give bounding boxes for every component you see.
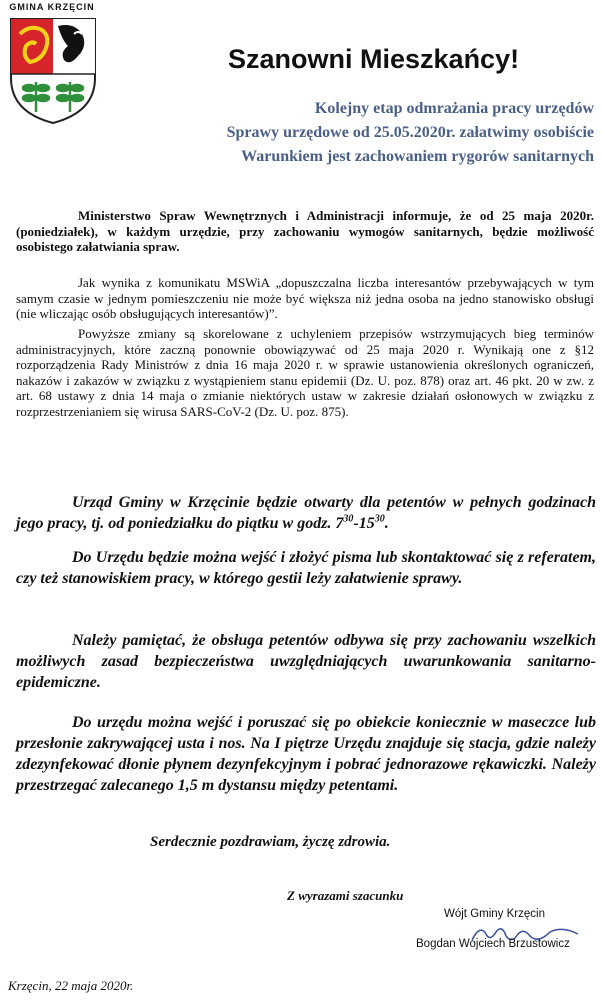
place-and-date: Krzęcin, 22 maja 2020r.: [8, 978, 134, 993]
paragraph-office-hours: [16, 492, 596, 534]
closing-greeting: Serdecznie pozdrawiam, życzę zdrowia.: [150, 834, 391, 850]
paragraph-mswia-quote: Jak wynika z komunikatu MSWiA „dopuszczalna liczba interesantów przebywających w tym samym czasie w jednym pomieszczeniu nie może być większa niż jedna osoba na jedno stanowisko obsługi (nie wliczając osób obsługujących interesantów)”.: [16, 275, 594, 321]
subheading-3: Warunkiem jest zachowaniem rygorów sanitarnych: [241, 148, 594, 165]
coat-of-arms-icon: [8, 16, 98, 126]
paragraph-safety-rules: Należy pamiętać, że obsługa petentów odbywa się przy zachowaniu wszelkich możliwych zasad bezpieczeństwa uwzględniających uwarunkowania sanitarno-epidemiczne.: [16, 632, 596, 691]
intro-paragraph: Ministerstwo Spraw Wewnętrznych i Administracji informuje, że od 25 maja 2020r. (poniedziałek), w każdym urzędzie, przy zachowaniu wymogów sanitarnych, będzie możliwość osobistego załatwiania spraw.: [16, 208, 594, 254]
signer-role: Wójt Gminy Krzęcin: [444, 908, 545, 920]
paragraph-submissions: Do Urzędu będzie można wejść i złożyć pisma lub skontaktować się z referatem, czy też stanowiskiem pracy, w którego gestii leży załatwienie sprawy.: [16, 549, 596, 587]
office-hours-dash: -15: [353, 515, 375, 532]
signer-name: Bogdan Wojciech Brzustowicz: [416, 938, 570, 950]
office-hours-period: .: [384, 515, 389, 532]
closing-regards: Z wyrazami szacunku: [287, 888, 404, 903]
office-hours-close-minutes: 30: [374, 513, 385, 525]
paragraph-legal-basis: Powyższe zmiany są skorelowane z uchyleniem przepisów wstrzymujących bieg terminów administracyjnych, które zaczną ponownie obowiązywać od 25 maja 2020 r. Wynikają one z §12 rozporządzenia Rady Ministrów z dnia 16 maja 2020 r. w sprawie ustanowienia określonych ograniczeń, nakazów i zakazów w związku z wystąpieniem stanu epidemii (Dz. U. poz. 878) oraz art. 46 pkt. 20 w zw. z art. 68 ustawy z dnia 14 maja o zmianie niektórych ustaw w zakresie działań osłonowych w związku z rozprzestrzenianiem się wirusa SARS-CoV-2 (Dz. U. poz. 875).: [16, 326, 594, 419]
office-hours-open-minutes: 30: [343, 513, 354, 525]
subheading-1: Kolejny etap odmrażania pracy urzędów: [314, 100, 594, 117]
subheading-2: Sprawy urzędowe od 25.05.2020r. załatwimy osobiście: [226, 124, 594, 141]
page-title: Szanowni Mieszkańcy!: [228, 44, 520, 74]
crest-caption: GMINA KRZĘCIN: [9, 2, 95, 12]
paragraph-masks: Do urzędu można wejść i poruszać się po obiekcie koniecznie w maseczce lub przesłonie zakrywającej usta i nos. Na I piętrze Urzędu znajduje się stacja, gdzie należy zdezynfekować dłonie płynem dezynfekcyjnym i pobrać jednorazowe rękawiczki. Należy przestrzegać zalecanego 1,5 m dystansu między petentami.: [16, 714, 596, 794]
office-hours-text: Urząd Gminy w Krzęcinie będzie otwarty dla petentów w pełnych godzinach jego pracy, tj. od poniedziałku do piątku w godz. 7: [16, 494, 596, 532]
